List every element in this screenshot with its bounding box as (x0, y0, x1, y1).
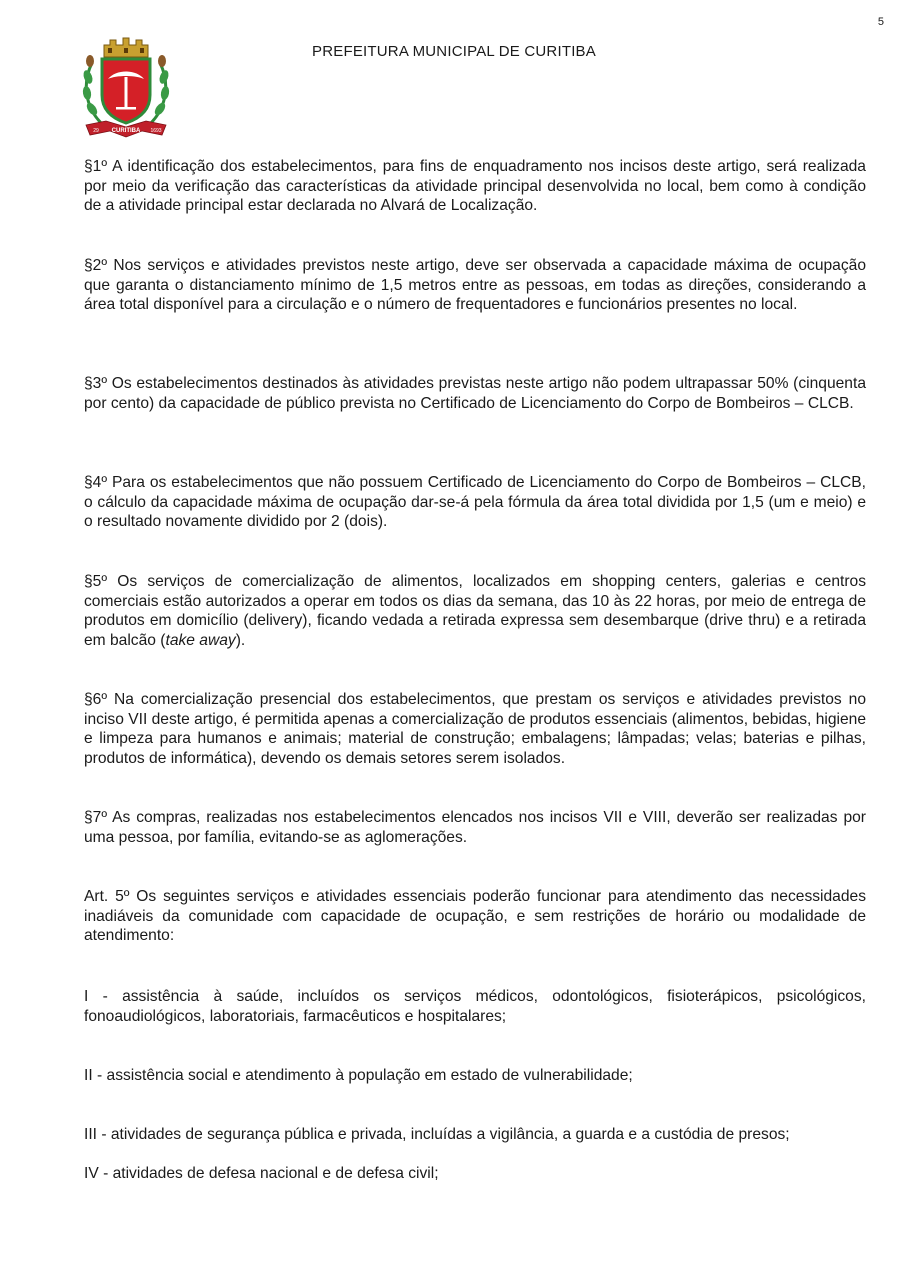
inciso-1: I - assistência à saúde, incluídos os serviços médicos, odontológicos, fisioterápicos, psicológicos, fonoaudiológicos, laboratoriais, farmacêuticos e hospitalares; (84, 988, 866, 1025)
paragraph-6: §6º Na comercialização presencial dos estabelecimentos, que prestam os serviços e atividades previstos no inciso VII deste artigo, é permitida apenas a comercialização de produtos essenciais (alimentos, bebidas, higiene e limpeza para humanos e animais; material de construção; embalagens; lâmpadas; velas; baterias e pilhas, produtos de informática), devendo os demais setores serem isolados. (84, 691, 866, 767)
ribbon-text: CURITIBA (111, 128, 141, 134)
page-header-title: PREFEITURA MUNICIPAL DE CURITIBA (312, 43, 596, 60)
ribbon-right-year: 1693 (150, 128, 162, 134)
ribbon-left-year: 29 (93, 128, 99, 134)
page-number: 5 (877, 16, 884, 28)
paragraph-7: §7º As compras, realizadas nos estabelecimentos elencados nos incisos VII e VIII, deverão ser realizadas por uma pessoa, por família, evitando-se as aglomerações. (84, 809, 866, 846)
inciso-2: II - assistência social e atendimento à população em estado de vulnerabilidade; (84, 1067, 633, 1084)
paragraph-5-end: ). (235, 631, 246, 649)
inciso-3: III - atividades de segurança pública e privada, incluídas a vigilância, a guarda e a custódia de presos; (84, 1126, 790, 1143)
inciso-4: IV - atividades de defesa nacional e de defesa civil; (84, 1165, 439, 1182)
paragraph-3: §3º Os estabelecimentos destinados às atividades previstas neste artigo não podem ultrapassar 50% (cinquenta por cento) da capacidade de público prevista no Certificado de Licenciamento do Corpo de Bombeiros – CLCB. (84, 375, 866, 412)
paragraph-5-italic: take away (165, 631, 236, 649)
paragraph-2: §2º Nos serviços e atividades previstos neste artigo, deve ser observada a capacidade máxima de ocupação que garanta o distanciamento mínimo de 1,5 metros entre as pessoas, em todas as direções, considerando a área total disponível para a circulação e o número de frequentadores e funcionários presentes no local. (84, 257, 866, 314)
paragraph-4: §4º Para os estabelecimentos que não possuem Certificado de Licenciamento do Corpo de Bombeiros – CLCB, o cálculo da capacidade máxima de ocupação dar-se-á pela fórmula da área total dividida por 1,5 (um e meio) e o resultado novamente dividido por 2 (dois). (84, 474, 866, 531)
paragraph-5 (84, 572, 866, 650)
article-5: Art. 5º Os seguintes serviços e atividades essenciais poderão funcionar para atendimento das necessidades inadiáveis da comunidade com capacidade de ocupação, e sem restrições de horário ou modalidade de atendimento: (84, 888, 866, 945)
paragraph-1: §1º A identificação dos estabelecimentos, para fins de enquadramento nos incisos deste artigo, será realizada por meio da verificação das características da atividade principal desenvolvida no local, bem como à condição de a atividade principal estar declarada no Alvará de Localização. (84, 158, 866, 215)
paragraph-5-text: §5º Os serviços de comercialização de alimentos, localizados em shopping centers, galerias e centros comerciais estão autorizados a operar em todos os dias da semana, das 10 às 22 horas, por meio de entrega de produtos em domicílio (delivery), ficando vedada a retirada expressa sem desembarque (drive thru) e a retirada em balcão ( (84, 573, 866, 649)
